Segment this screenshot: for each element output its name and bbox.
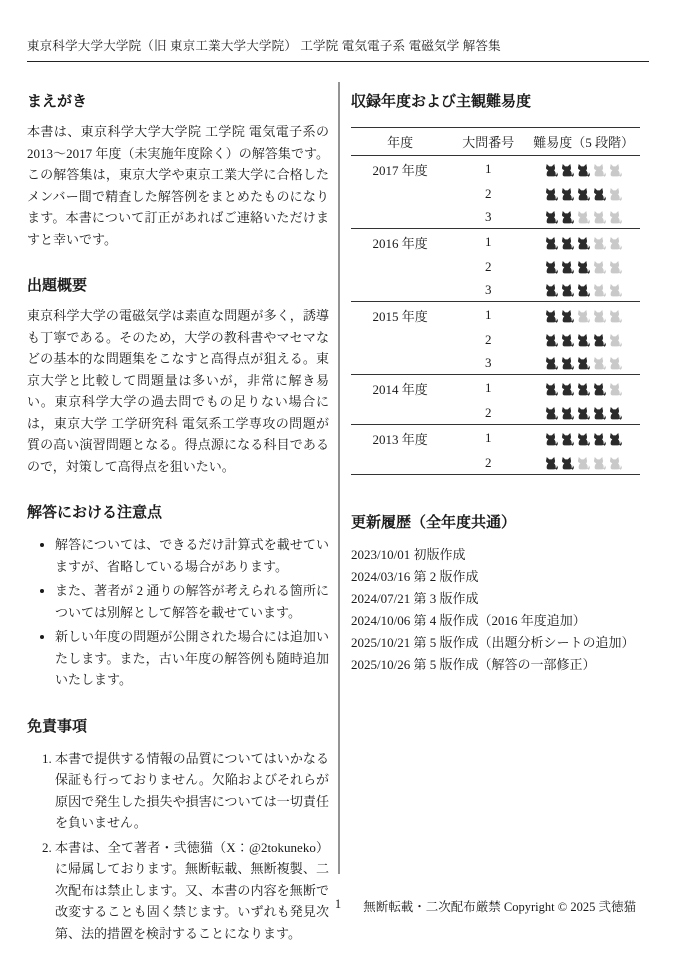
cat-icon [560, 383, 575, 396]
difficulty-rating [544, 310, 623, 323]
question-number-cell: 1 [449, 375, 527, 402]
cat-icon [608, 433, 623, 446]
difficulty-rating [544, 164, 623, 177]
column-header-difficulty: 難易度（5 段階） [527, 128, 640, 156]
difficulty-cell [527, 425, 640, 452]
cat-icon [560, 261, 575, 274]
cat-icon [560, 164, 575, 177]
cat-icon [608, 334, 623, 347]
difficulty-row [351, 205, 640, 229]
question-number-cell: 3 [485, 208, 492, 224]
year-cell: 2013 年度 [351, 425, 449, 452]
cat-icon [608, 211, 623, 224]
cat-icon [592, 433, 607, 446]
year-cell: 2016 年度 [351, 229, 449, 256]
difficulty-rating [544, 237, 623, 250]
note-item: • 解答については、できるだけ計算式を載せていますが、省略している場合があります。 [55, 534, 329, 577]
year-cell [351, 182, 449, 205]
cat-icon [560, 357, 575, 370]
difficulty-cell [527, 278, 640, 302]
cat-icon [544, 237, 559, 250]
difficulty-row [351, 401, 640, 425]
question-number-cell: 3 [485, 354, 492, 370]
copyright-notice: 無断転載・二次配布厳禁 Copyright © 2025 弐徳猫 [363, 900, 636, 914]
cat-icon [592, 383, 607, 396]
cat-icon [592, 211, 607, 224]
cat-icon [608, 357, 623, 370]
cat-icon [560, 334, 575, 347]
column-header-question-number: 大問番号 [449, 128, 527, 156]
cat-icon [576, 211, 591, 224]
preface-heading: まえがき [27, 93, 88, 110]
cat-icon [560, 211, 575, 224]
left-column [27, 62, 329, 947]
cat-icon [576, 457, 591, 470]
history-item: 2025/10/26 第 5 版作成（解答の一部修正） [351, 657, 596, 672]
cat-icon [592, 284, 607, 297]
note-item: • 新しい年度の問題が公開された場合には追加いたします。また，古い年度の解答例も随時追加いたします。 [55, 626, 329, 691]
two-column-layout [27, 62, 649, 947]
difficulty-row [351, 229, 640, 256]
year-cell [351, 401, 449, 425]
difficulty-table-body [351, 156, 640, 475]
cat-icon [576, 383, 591, 396]
cat-icon [576, 261, 591, 274]
difficulty-rating [544, 357, 623, 370]
difficulty-heading: 収録年度および主観難易度 [351, 93, 532, 110]
disclaimer-item: 2. 本書は、全て著者・弐徳猫（X：@2tokuneko）に帰属しております。無断転載、無断複製、二次配布は禁止します。又、本書の内容を無断で改変することも固く禁じます。いずれも発見次第、法的措置を検討することになります。 [55, 837, 329, 945]
difficulty-rating [544, 284, 623, 297]
cat-icon [544, 383, 559, 396]
difficulty-cell [527, 229, 640, 256]
cat-icon [592, 334, 607, 347]
difficulty-row [351, 182, 640, 205]
difficulty-cell [527, 156, 640, 183]
cat-icon [544, 310, 559, 323]
history-item: 2023/10/01 初版作成 [351, 547, 466, 562]
cat-icon [544, 433, 559, 446]
difficulty-row [351, 278, 640, 302]
overview-heading: 出題概要 [27, 277, 88, 294]
preface-body: 本書は、東京科学大学大学院 工学院 電気電子系の 2013〜2017 年度（未実施年度除く）の解答集です。この解答集は，東京大学や東京工業大学に合格したメンバー間で精査した解答例をまとめたものになります。本書について訂正があればご連絡いただけますと幸いです。 [27, 124, 329, 247]
year-cell: 2015 年度 [351, 302, 449, 329]
cat-icon [576, 188, 591, 201]
year-cell [351, 205, 449, 229]
difficulty-rating [544, 334, 623, 347]
cat-icon [544, 457, 559, 470]
cat-icon [560, 310, 575, 323]
right-column [351, 62, 649, 947]
difficulty-rating [544, 407, 623, 420]
cat-icon [560, 433, 575, 446]
cat-icon [608, 188, 623, 201]
difficulty-rating [544, 383, 623, 396]
cat-icon [608, 383, 623, 396]
cat-icon [560, 237, 575, 250]
question-number-cell: 1 [449, 302, 527, 329]
difficulty-row [351, 451, 640, 475]
history-heading: 更新履歴（全年度共通） [351, 514, 517, 531]
history-list [351, 544, 649, 676]
year-cell [351, 451, 449, 475]
cat-icon [576, 164, 591, 177]
disclaimer-heading: 免責事項 [27, 717, 88, 735]
note-item: • また、著者が 2 通りの解答が考えられる箇所については別解として解答を載せています。 [55, 580, 329, 623]
cat-icon [544, 407, 559, 420]
question-number-cell: 1 [449, 229, 527, 256]
difficulty-cell [527, 205, 640, 229]
page-footer [0, 897, 676, 915]
question-number-cell: 2 [485, 185, 492, 201]
difficulty-table-header-row [351, 128, 640, 156]
cat-icon [544, 261, 559, 274]
difficulty-cell [527, 401, 640, 425]
difficulty-cell [527, 255, 640, 278]
cat-icon [576, 237, 591, 250]
cat-icon [560, 457, 575, 470]
cat-icon [592, 357, 607, 370]
notes-heading: 解答における注意点 [27, 504, 163, 521]
cat-icon [592, 188, 607, 201]
difficulty-rating [544, 261, 623, 274]
difficulty-cell [527, 182, 640, 205]
difficulty-rating [544, 457, 623, 470]
history-item: 2025/10/21 第 5 版作成（出題分析シートの追加） [351, 635, 635, 650]
difficulty-rating [544, 433, 623, 446]
cat-icon [560, 284, 575, 297]
difficulty-cell [527, 375, 640, 402]
document-header-title: 東京科学大学大学院（旧 東京工業大学大学院） 工学院 電気電子系 電磁気学 解答集 [27, 36, 649, 62]
difficulty-table [351, 127, 640, 475]
year-cell: 2014 年度 [351, 375, 449, 402]
cat-icon [576, 357, 591, 370]
question-number-cell: 2 [485, 404, 492, 420]
cat-icon [544, 188, 559, 201]
difficulty-cell [527, 302, 640, 329]
difficulty-row [351, 156, 640, 183]
cat-icon [560, 407, 575, 420]
difficulty-rating [544, 211, 623, 224]
cat-icon [544, 164, 559, 177]
difficulty-row [351, 255, 640, 278]
difficulty-cell [527, 451, 640, 475]
difficulty-cell [527, 351, 640, 375]
question-number-cell: 3 [485, 281, 492, 297]
cat-icon [608, 284, 623, 297]
notes-list [27, 534, 329, 691]
history-item: 2024/07/21 第 3 版作成 [351, 591, 479, 606]
question-number-cell: 2 [485, 258, 492, 274]
question-number-cell: 2 [485, 331, 492, 347]
year-cell: 2017 年度 [351, 156, 449, 183]
cat-icon [576, 284, 591, 297]
difficulty-row [351, 375, 640, 402]
history-item: 2024/03/16 第 2 版作成 [351, 569, 479, 584]
cat-icon [608, 310, 623, 323]
cat-icon [576, 334, 591, 347]
cat-icon [592, 457, 607, 470]
disclaimer-item: 1. 本書で提供する情報の品質についてはいかなる保証も行っておりません。欠陥およびそれらが原因で発生した損失や損害については一切責任を負いません。 [55, 748, 329, 834]
question-number-cell: 2 [485, 454, 492, 470]
cat-icon [608, 261, 623, 274]
year-cell [351, 351, 449, 375]
cat-icon [576, 310, 591, 323]
year-cell [351, 328, 449, 351]
cat-icon [544, 334, 559, 347]
difficulty-row [351, 351, 640, 375]
cat-icon [608, 407, 623, 420]
difficulty-rating [544, 188, 623, 201]
year-cell [351, 255, 449, 278]
column-header-year: 年度 [351, 128, 449, 156]
cat-icon [544, 211, 559, 224]
cat-icon [544, 284, 559, 297]
cat-icon [592, 164, 607, 177]
difficulty-row [351, 328, 640, 351]
year-cell [351, 278, 449, 302]
cat-icon [592, 237, 607, 250]
question-number-cell: 1 [449, 425, 527, 452]
cat-icon [544, 357, 559, 370]
cat-icon [608, 457, 623, 470]
cat-icon [592, 310, 607, 323]
difficulty-row [351, 425, 640, 452]
question-number-cell: 1 [449, 156, 527, 183]
cat-icon [576, 433, 591, 446]
cat-icon [576, 407, 591, 420]
history-item: 2024/10/06 第 4 版作成（2016 年度追加） [351, 613, 586, 628]
cat-icon [592, 261, 607, 274]
difficulty-cell [527, 328, 640, 351]
difficulty-row [351, 302, 640, 329]
page-number: 1 [334, 897, 342, 911]
cat-icon [608, 164, 623, 177]
overview-body: 東京科学大学の電磁気学は素直な問題が多く，誘導も丁寧である。そのため，大学の教科書やマセマなどの基本的な問題集をこなすと高得点が狙える。東京大学と比較して問題量は多いが，非常に解き易い。東京科学大学の過去問でもの足りない場合には，東京大学 工学研究科 電気系工学専攻の問題が質の高い演習問題となる。得点源になる科目であるので，対策して高得点を狙いたい。 [27, 308, 329, 474]
column-divider-rule [338, 82, 340, 874]
cat-icon [608, 237, 623, 250]
cat-icon [560, 188, 575, 201]
cat-icon [592, 407, 607, 420]
